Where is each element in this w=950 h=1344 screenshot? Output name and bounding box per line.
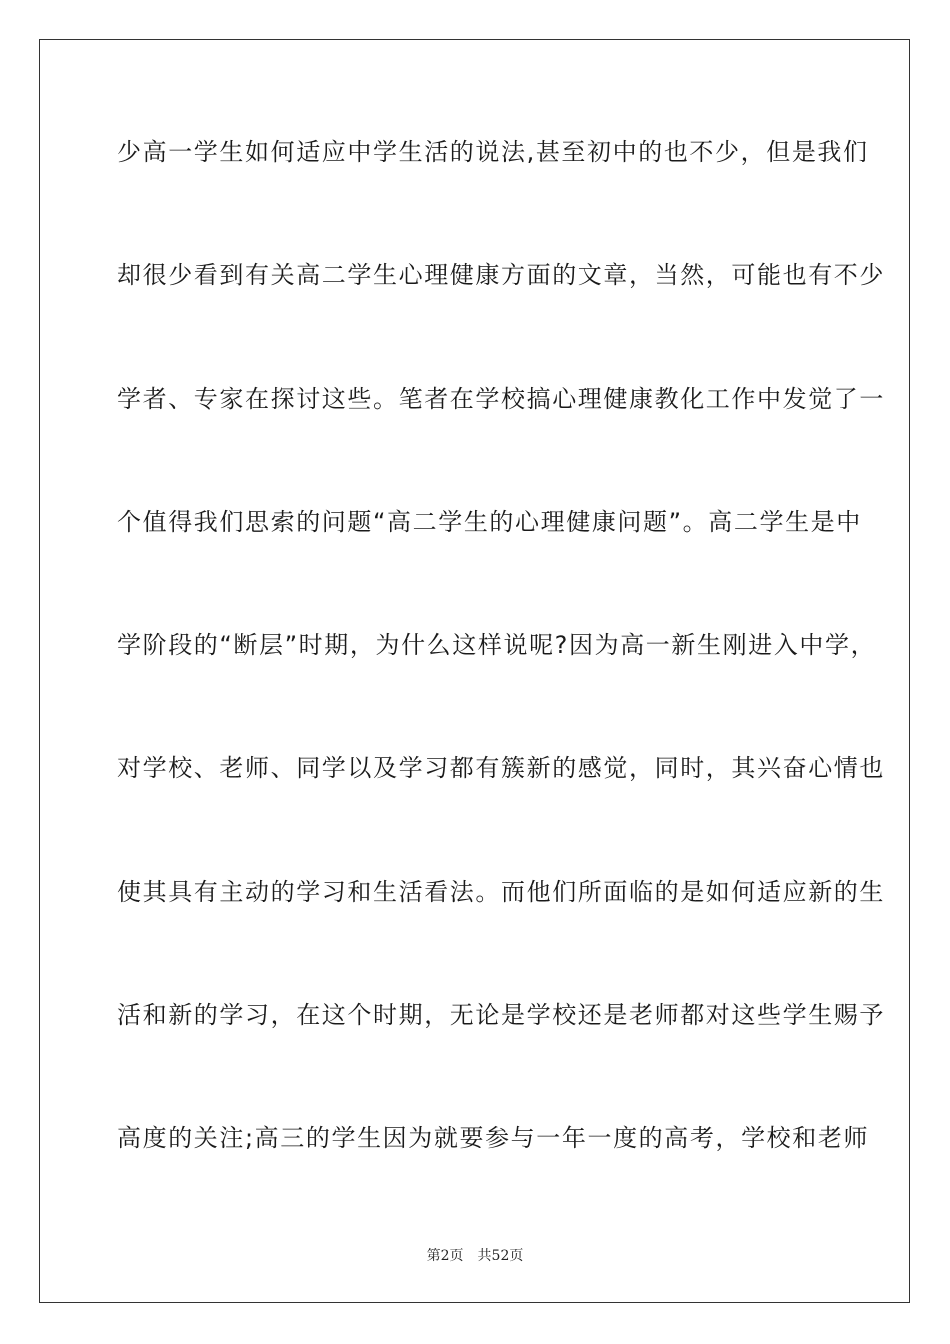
text-line: 对学校、老师、同学以及学习都有簇新的感觉，同时，其兴奋心情也 bbox=[117, 754, 885, 783]
total-pages: 共52页 bbox=[477, 1248, 524, 1264]
text-line: 个值得我们思索的问题“高二学生的心理健康问题”。高二学生是中 bbox=[117, 507, 862, 536]
text-line: 学阶段的“断层”时期，为什么这样说呢?因为高一新生刚进入中学， bbox=[117, 631, 877, 660]
text-line: 学者、专家在探讨这些。笔者在学校搞心理健康教化工作中发觉了一 bbox=[117, 384, 885, 413]
text-line: 少高一学生如何适应中学生活的说法,甚至初中的也不少，但是我们 bbox=[117, 138, 869, 166]
text-line: 却很少看到有关高二学生心理健康方面的文章，当然，可能也有不少 bbox=[117, 261, 885, 290]
body-text bbox=[117, 122, 885, 1232]
text-line: 活和新的学习，在这个时期，无论是学校还是老师都对这些学生赐予 bbox=[117, 1001, 885, 1030]
page-footer bbox=[0, 1245, 950, 1265]
text-line: 使其具有主动的学习和生活看法。而他们所面临的是如何适应新的生 bbox=[117, 877, 885, 906]
page-number: 第2页 bbox=[426, 1248, 464, 1264]
text-line: 高度的关注;高三的学生因为就要参与一年一度的高考，学校和老师 bbox=[117, 1124, 870, 1153]
